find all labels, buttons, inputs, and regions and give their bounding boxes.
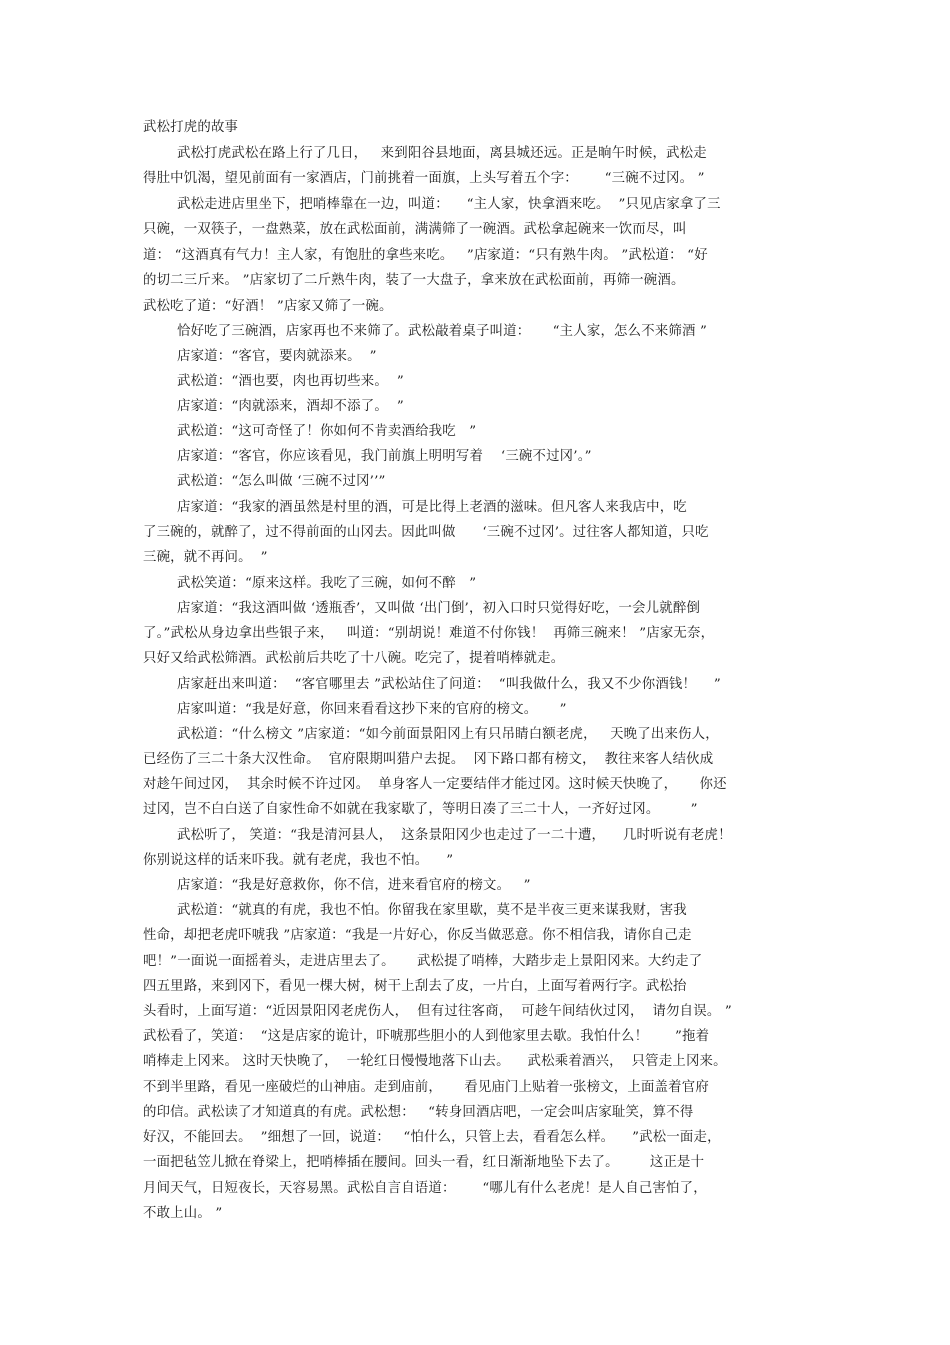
text-line: 的切二三斤来。 ”店家切了二斤熟牛肉，装了一大盘子，拿来放在武松面前，再筛一碗酒。 <box>143 273 685 288</box>
text-line: 武松吃了道：“好酒！ ”店家又筛了一碗。 <box>143 299 393 314</box>
text-line: 不敢上山。 ” <box>143 1206 223 1221</box>
text-line: 恰好吃了三碗酒，店家再也不来筛了。武松敲着桌子叫道： “主人家，怎么不来筛酒 ” <box>177 324 708 339</box>
text-line: 店家道：“我家的酒虽然是村里的酒，可是比得上老酒的滋味。但凡客人来我店中，吃 <box>177 500 687 515</box>
text-line: 吧！”一面说一面摇着头，走进店里去了。 武松提了哨棒，大踏步走上景阳冈来。大约走了 <box>143 954 703 969</box>
text-line: 对趁午间过冈， 其余时候不许过冈。 单身客人一定要结伴才能过冈。这时候天快晚了， 你还 <box>143 777 727 792</box>
text-line: 好汉，不能回去。 ”细想了一回，说道： “怕什么，只管上去，看看怎么样。 ”武松一面走， <box>143 1130 721 1145</box>
text-line: 店家道：“客官，你应该看见，我门前旗上明明写着 ‘三碗不过冈’。” <box>177 449 592 464</box>
text-line: 武松走进店里坐下，把哨棒靠在一边，叫道： “主人家，快拿酒来吃。 ”只见店家拿了三 <box>177 197 721 212</box>
text-line: 了。”武松从身边拿出些银子来， 叫道：“别胡说！难道不付你钱！ 再筛三碗来！ ”店家无奈， <box>143 626 715 641</box>
text-line: 只碗，一双筷子，一盘熟菜，放在武松面前，满满筛了一碗酒。武松拿起碗来一饮而尽，叫 <box>143 222 687 237</box>
text-line: 四五里路，来到冈下，看见一棵大树，树干上刮去了皮，一片白，上面写着两行字。武松抬 <box>143 979 687 994</box>
text-line: 店家道：“我是好意救你，你不信，进来看官府的榜文。 ” <box>177 878 531 893</box>
text-line: 店家道：“我这酒叫做 ‘透瓶香’，又叫做 ‘出门倒’，初入口时只觉得好吃，一会儿就醉倒 <box>177 601 701 616</box>
text-line: 不到半里路，看见一座破烂的山神庙。走到庙前， 看见庙门上贴着一张榜文，上面盖着官府 <box>143 1080 709 1095</box>
text-line: 店家叫道：“我是好意，你回来看看这抄下来的官府的榜文。 ” <box>177 702 567 717</box>
text-line: 的印信。武松读了才知道真的有虎。武松想： “转身回酒店吧，一定会叫店家耻笑，算不得 <box>143 1105 694 1120</box>
text-line: 哨棒走上冈来。 这时天快晚了， 一轮红日慢慢地落下山去。 武松乘着酒兴， 只管走上冈来。 <box>143 1054 727 1069</box>
text-line: 过冈，岂不白白送了自家性命不如就在我家歇了，等明日凑了三二十人，一齐好过冈。 ” <box>143 802 698 817</box>
text-line: 武松打虎武松在路上行了几日， 来到阳谷县地面，离县城还远。正是晌午时候，武松走 <box>177 146 707 161</box>
text-line: 店家道：“客官，要肉就添来。 ” <box>177 349 377 364</box>
text-line: 三碗，就不再问。 ” <box>143 550 268 565</box>
text-line: 只好又给武松筛酒。武松前后共吃了十八碗。吃完了，提着哨棒就走。 <box>143 651 565 666</box>
text-line: 武松道：“酒也要，肉也再切些来。 ” <box>177 374 404 389</box>
text-line: 已经伤了三二十条大汉性命。 官府限期叫猎户去捉。 冈下路口都有榜文， 教往来客人结伙成 <box>143 752 714 767</box>
text-line: 头看时，上面写道：“近因景阳冈老虎伤人， 但有过往客商， 可趁午间结伙过冈， 请勿自误。 ” <box>143 1004 732 1019</box>
text-line: 你别说这样的话来吓我。就有老虎，我也不怕。 ” <box>143 853 454 868</box>
text-line: 一面把毡笠儿掀在脊梁上，把哨棒插在腰间。回头一看，红日渐渐地坠下去了。 这正是十 <box>143 1155 705 1170</box>
text-line: 了三碗的，就醉了，过不得前面的山冈去。因此叫做 ‘三碗不过冈’。过往客人都知道，只吃 <box>143 525 709 540</box>
text-line: 武松笑道：“原来这样。我吃了三碗，如何不醉 ” <box>177 576 477 591</box>
text-line: 武松道：“什么榜文 ”店家道：“如今前面景阳冈上有只吊睛白额老虎， 天晚了出来伤人， <box>177 727 719 742</box>
text-line: 武松道：“这可奇怪了！你如何不肯卖酒给我吃 ” <box>177 424 477 439</box>
document-title: 武松打虎的故事 <box>143 120 239 135</box>
text-line: 武松道：“怎么叫做 ‘三碗不过冈’’” <box>177 474 386 489</box>
text-line: 店家道：“肉就添来，酒却不添了。 ” <box>177 399 404 414</box>
text-line: 道： “这酒真有气力！主人家，有饱肚的拿些来吃。 ”店家道：“只有熟牛肉。 ”武松道： “好 <box>143 248 708 263</box>
text-line: 店家赶出来叫道： “客官哪里去 ”武松站住了问道： “叫我做什么，我又不少你酒钱！ ” <box>177 677 721 692</box>
text-line: 性命，却把老虎吓唬我 ”店家道：“我是一片好心，你反当做恶意。你不相信我，请你自己走 <box>143 928 692 943</box>
text-line: 得肚中饥渴，望见前面有一家酒店，门前挑着一面旗，上头写着五个字： “三碗不过冈。 ” <box>143 171 705 186</box>
text-line: 武松看了，笑道： “这是店家的诡计，吓唬那些胆小的人到他家里去歇。我怕什么！ ”拖着 <box>143 1029 710 1044</box>
text-line: 月间天气，日短夜长，天容易黑。武松自言自语道： “哪儿有什么老虎！是人自己害怕了， <box>143 1181 707 1196</box>
text-line: 武松听了， 笑道：“我是清河县人， 这条景阳冈少也走过了一二十遭， 几时听说有老虎！ <box>177 828 732 843</box>
text-line: 武松道：“就真的有虎，我也不怕。你留我在家里歇，莫不是半夜三更来谋我财，害我 <box>177 903 687 918</box>
